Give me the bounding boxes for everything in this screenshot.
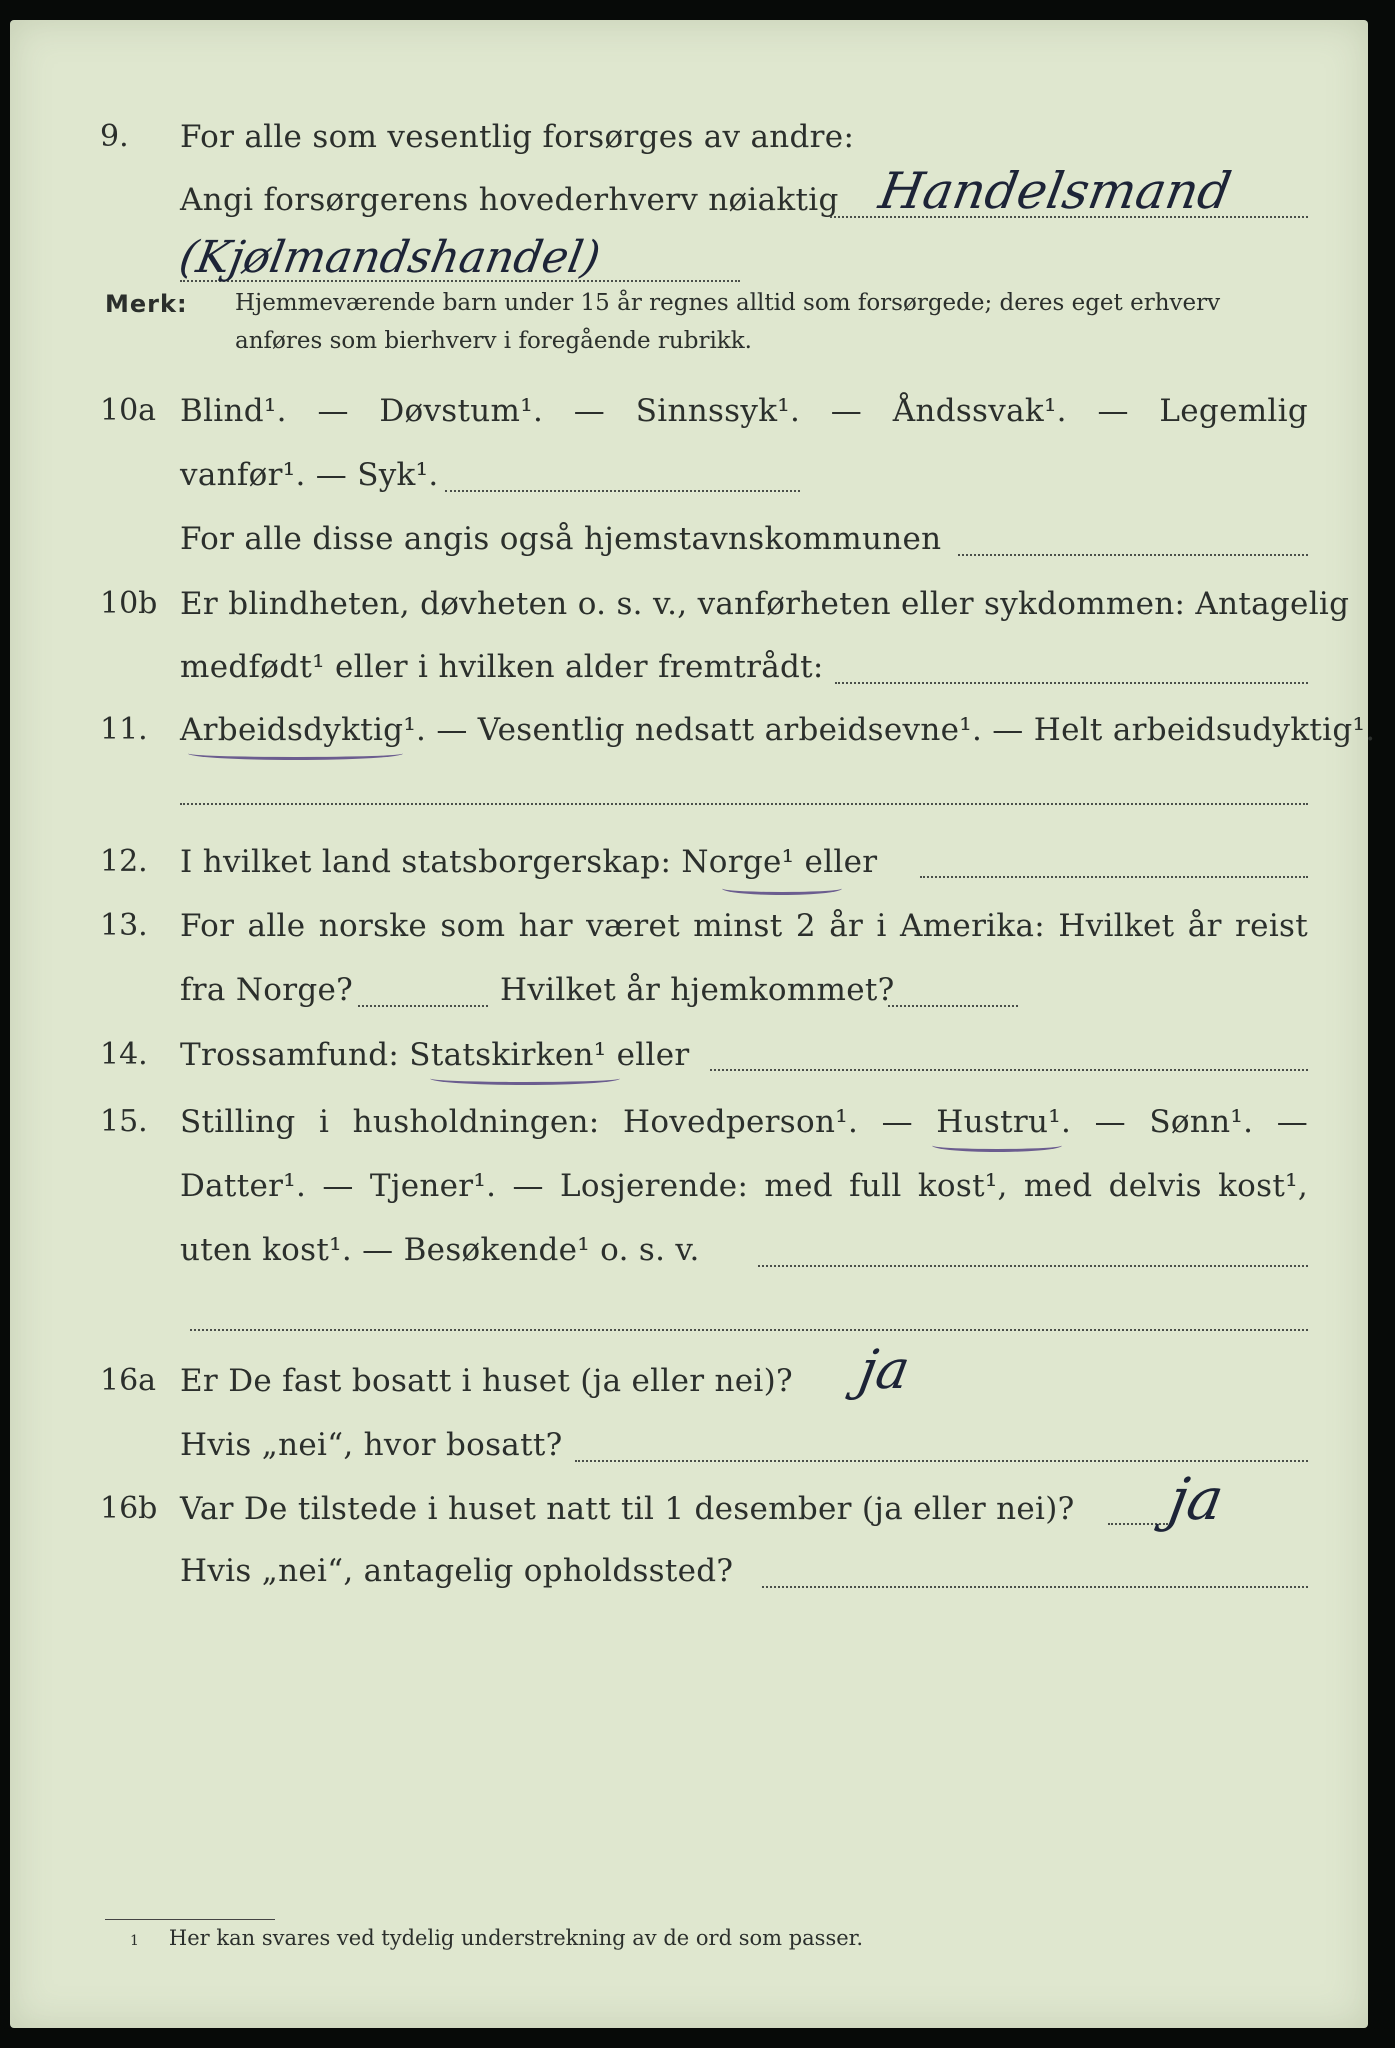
footnote-rule	[105, 1919, 275, 1920]
question-text: Blind¹. — Døvstum¹. — Sinnssyk¹. — Åndssvak¹. — Legemlig	[180, 393, 1308, 429]
question-16a-line-2	[10, 1418, 1368, 1472]
question-15-line-2	[10, 1159, 1368, 1213]
question-text: Hvis „nei“, antagelig opholdssted?	[180, 1553, 734, 1589]
question-13-line-2	[10, 963, 1368, 1017]
question-13	[10, 899, 1368, 953]
footnote-text: Her kan svares ved tydelig understrekning av de ord som passer.	[168, 1926, 864, 1950]
answer-line	[888, 1005, 1018, 1007]
question-text: For alle norske som har været minst 2 år i Amerika: Hvilket år reist	[180, 908, 1308, 944]
question-10b	[10, 577, 1368, 631]
question-number: 11.	[100, 712, 148, 747]
question-10a-line-2	[10, 448, 1368, 502]
question-text: uten kost¹. — Besøkende¹ o. s. v.	[180, 1232, 700, 1268]
selected-option-underline	[722, 882, 842, 895]
handwritten-answer: ja	[1164, 1465, 1229, 1533]
footnote-mark: 1	[130, 1933, 139, 1949]
selected-option-underline	[188, 747, 403, 760]
handwritten-answer: ja	[854, 1338, 915, 1401]
answer-line	[575, 1460, 1308, 1462]
question-text: Er blindheten, døvheten o. s. v., vanførheten eller sykdommen: Antagelig	[180, 586, 1350, 622]
question-text: For alle som vesentlig forsørges av andre:	[180, 119, 855, 155]
question-number: 10a	[100, 393, 157, 428]
question-text: Trossamfund: Statskirken¹ eller	[180, 1037, 690, 1073]
question-12	[10, 835, 1368, 889]
question-text: Hvilket år hjemkommet?	[500, 972, 895, 1008]
handwritten-answer: (Kjølmandshandel)	[175, 232, 605, 283]
question-10a	[10, 384, 1368, 438]
note-text: Hjemmeværende barn under 15 år regnes alltid som forsørgede; deres eget erhverv anføres som bierhverv i foregående rubrikk.	[235, 290, 1221, 354]
question-10b-line-2	[10, 640, 1368, 694]
question-9	[10, 110, 1368, 164]
footnote	[130, 1923, 863, 1956]
question-14	[10, 1028, 1368, 1082]
handwritten-answer: Handelsmand	[874, 162, 1236, 220]
answer-line	[1108, 1523, 1168, 1525]
selected-option-underline	[430, 1072, 620, 1085]
answer-line	[710, 1069, 1308, 1071]
question-text: Angi forsørgerens hovederhverv nøiaktig	[180, 182, 839, 218]
answer-line	[358, 1005, 488, 1007]
answer-line	[180, 803, 1308, 805]
question-text: Hvis „nei“, hvor bosatt?	[180, 1427, 563, 1463]
answer-line	[835, 682, 1308, 684]
question-text: Stilling i husholdningen: Hovedperson¹. — Hustru¹. — Sønn¹. —	[180, 1104, 1308, 1140]
question-text: medfødt¹ eller i hvilken alder fremtrådt:	[180, 649, 824, 685]
question-text: vanfør¹. — Syk¹.	[180, 457, 439, 493]
census-form-page	[10, 20, 1376, 2028]
question-number: 15.	[100, 1104, 148, 1139]
question-16a	[10, 1354, 1368, 1408]
question-number: 9.	[100, 119, 129, 154]
question-15-line-3	[10, 1223, 1368, 1277]
question-text: Er De fast bosatt i huset (ja eller nei)?	[180, 1363, 793, 1399]
question-16b-line-2	[10, 1544, 1368, 1598]
selected-option-underline	[932, 1139, 1062, 1152]
question-text: Var De tilstede i huset natt til 1 desember (ja eller nei)?	[180, 1491, 1075, 1527]
question-number: 13.	[100, 908, 148, 943]
answer-line	[445, 490, 800, 492]
answer-line	[190, 1329, 1308, 1331]
question-number: 16b	[100, 1491, 158, 1526]
question-text: Arbeidsdyktig¹. — Vesentlig nedsatt arbeidsevne¹. — Helt arbeidsudyktig¹.	[180, 712, 1376, 748]
answer-line	[920, 876, 1308, 878]
question-10a-line-3	[10, 512, 1368, 566]
question-number: 10b	[100, 586, 158, 621]
question-number: 12.	[100, 844, 148, 879]
note-label: Merk:	[105, 290, 188, 318]
question-text: Datter¹. — Tjener¹. — Losjerende: med full kost¹, med delvis kost¹,	[180, 1168, 1308, 1204]
question-text: For alle disse angis også hjemstavnskommunen	[180, 521, 942, 557]
answer-line	[958, 554, 1308, 556]
question-15	[10, 1095, 1368, 1149]
question-number: 16a	[100, 1363, 157, 1398]
answer-line	[758, 1265, 1308, 1267]
question-text: I hvilket land statsborgerskap: Norge¹ eller	[180, 844, 878, 880]
question-text: fra Norge?	[180, 972, 354, 1008]
question-number: 14.	[100, 1037, 148, 1072]
answer-line	[762, 1586, 1308, 1588]
